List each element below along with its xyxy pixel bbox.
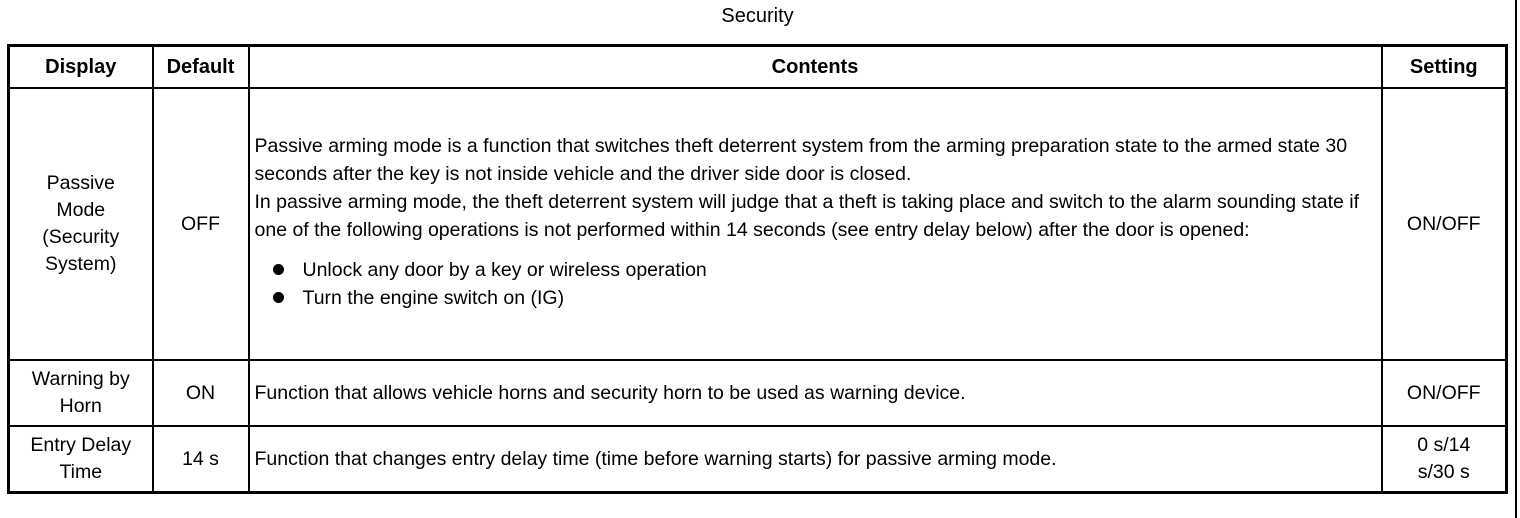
bullet-list [255, 256, 1376, 312]
display-cell: Warning by Horn [9, 360, 153, 426]
list-item-text: Turn the engine switch on (IG) [302, 287, 565, 309]
security-settings-table [7, 44, 1508, 494]
table-row [9, 426, 1507, 493]
display-cell: Passive Mode (Security System) [9, 88, 153, 360]
contents-cell: Function that changes entry delay time (time before warning starts) for passive arming mode. [249, 426, 1382, 493]
default-cell: ON [153, 360, 249, 426]
list-item [273, 256, 1376, 284]
header-setting: Setting [1382, 46, 1507, 89]
setting-cell: 0 s/14 s/30 s [1382, 426, 1507, 493]
header-display: Display [9, 46, 153, 89]
table-row [9, 360, 1507, 426]
header-default: Default [153, 46, 249, 89]
page-title: Security [721, 5, 794, 27]
contents-cell [249, 88, 1382, 360]
header-contents: Contents [249, 46, 1382, 89]
right-border-line [1515, 0, 1517, 518]
header-row [9, 46, 1507, 89]
contents-paragraph: In passive arming mode, the theft deterrent system will judge that a theft is taking place and switch to the alarm sounding state if one of the following operations is not performed within 14 seconds (see entry delay below) after the door is opened: [254, 191, 1360, 241]
default-cell: 14 s [153, 426, 249, 493]
bullet-icon [273, 292, 284, 303]
setting-cell: ON/OFF [1382, 360, 1507, 426]
table-row [9, 88, 1507, 360]
setting-cell: ON/OFF [1382, 88, 1507, 360]
list-item [273, 284, 1376, 312]
display-cell: Entry Delay Time [9, 426, 153, 493]
contents-cell: Function that allows vehicle horns and security horn to be used as warning device. [249, 360, 1382, 426]
default-cell: OFF [153, 88, 249, 360]
bullet-icon [273, 264, 284, 275]
contents-paragraph: Passive arming mode is a function that switches theft deterrent system from the arming preparation state to the armed state 30 seconds after the key is not inside vehicle and the driver side door is closed. [254, 135, 1348, 185]
list-item-text: Unlock any door by a key or wireless operation [302, 259, 707, 281]
